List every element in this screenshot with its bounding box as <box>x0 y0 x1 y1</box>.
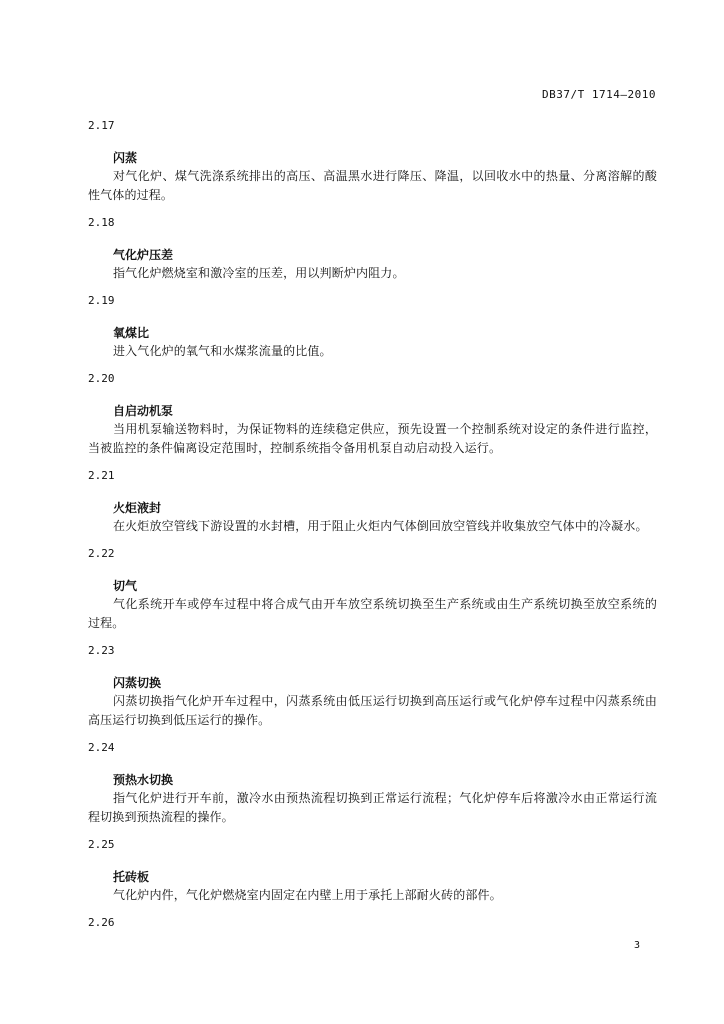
term-definition: 气化系统开车或停车过程中将合成气由开车放空系统切换至生产系统或由生产系统切换至放空系统的过程。 <box>88 597 657 630</box>
entry-2-22 <box>88 548 657 633</box>
term-title: 自启动机泵 <box>113 404 174 418</box>
term-title: 火炬液封 <box>113 501 162 515</box>
entry-2-25 <box>88 839 657 905</box>
term-definition: 气化炉内件，气化炉燃烧室内固定在内壁上用于承托上部耐火砖的部件。 <box>113 888 502 902</box>
clause-number: 2.26 <box>88 916 115 929</box>
term-definition: 进入气化炉的氧气和水煤浆流量的比值。 <box>113 344 332 358</box>
entry-2-20 <box>88 373 657 458</box>
clause-number: 2.25 <box>88 838 115 851</box>
entry-2-26 <box>88 917 657 929</box>
term-title: 切气 <box>113 579 138 593</box>
clause-number: 2.21 <box>88 469 115 482</box>
clause-number: 2.22 <box>88 547 115 560</box>
term-definition: 闪蒸切换指气化炉开车过程中，闪蒸系统由低压运行切换到高压运行或气化炉停车过程中闪蒸系统由高压运行切换到低压运行的操作。 <box>88 694 657 727</box>
term-title: 氧煤比 <box>113 326 150 340</box>
entry-2-24 <box>88 742 657 827</box>
term-title: 托砖板 <box>113 870 150 884</box>
entry-2-17 <box>88 120 657 205</box>
term-definition: 指气化炉燃烧室和激冷室的压差，用以判断炉内阻力。 <box>113 266 405 280</box>
entry-2-21 <box>88 470 657 536</box>
clause-number: 2.24 <box>88 741 115 754</box>
term-list <box>88 108 657 946</box>
term-definition: 在火炬放空管线下游设置的水封槽，用于阻止火炬内气体倒回放空管线并收集放空气体中的冷凝水。 <box>113 519 648 533</box>
clause-number: 2.18 <box>88 216 115 229</box>
term-title: 预热水切换 <box>113 773 174 787</box>
term-definition: 当用机泵输送物料时，为保证物料的连续稳定供应，预先设置一个控制系统对设定的条件进行监控，当被监控的条件偏离设定范围时，控制系统指令备用机泵自动启动投入运行。 <box>88 422 657 455</box>
clause-number: 2.23 <box>88 644 115 657</box>
page-number: 3 <box>633 940 640 951</box>
entry-2-23 <box>88 645 657 730</box>
term-definition: 对气化炉、煤气洗涤系统排出的高压、高温黑水进行降压、降温，以回收水中的热量、分离溶解的酸性气体的过程。 <box>88 169 657 202</box>
term-title: 气化炉压差 <box>113 248 174 262</box>
clause-number: 2.17 <box>88 119 115 132</box>
clause-number: 2.20 <box>88 372 115 385</box>
document-code: DB37/T 1714—2010 <box>542 88 656 101</box>
entry-2-19 <box>88 295 657 361</box>
term-title: 闪蒸 <box>113 151 138 165</box>
term-definition: 指气化炉进行开车前，激冷水由预热流程切换到正常运行流程；气化炉停车后将激冷水由正常运行流程切换到预热流程的操作。 <box>88 791 657 824</box>
clause-number: 2.19 <box>88 294 115 307</box>
entry-2-18 <box>88 217 657 283</box>
term-title: 闪蒸切换 <box>113 676 162 690</box>
